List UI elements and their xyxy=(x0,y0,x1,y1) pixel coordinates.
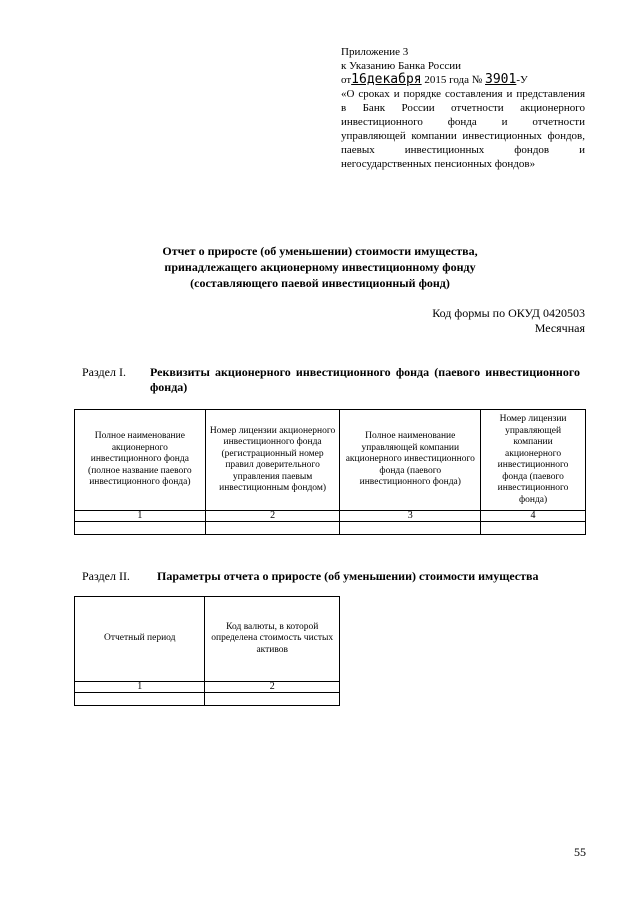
table-header-row xyxy=(75,597,340,682)
column-header: Номер лицензии управляющей компании акционерного инвестиционного фонда (паевого инвестиционного фонда) xyxy=(481,410,586,511)
column-number: 4 xyxy=(481,511,586,522)
form-periodicity: Месячная xyxy=(534,321,585,335)
empty-cell xyxy=(205,693,340,706)
column-number: 1 xyxy=(75,682,205,693)
appendix-suffix: -У xyxy=(516,74,528,86)
section1-title: Реквизиты акционерного инвестиционного фонда (паевого инвестиционного фонда) xyxy=(150,365,580,394)
empty-cell xyxy=(481,522,586,535)
appendix-from: от xyxy=(341,74,352,86)
column-number: 3 xyxy=(340,511,481,522)
section1-label: Раздел I. xyxy=(82,365,126,379)
column-number-row xyxy=(75,511,586,522)
empty-cell xyxy=(205,522,340,535)
decree-title: «О сроках и порядке составления и представления в Банк России отчетности акционерного инвестиционного фонда и отчетности управляющей компании инвестиционных фондов, паевых инвестиционных фондов и негосударственных пенсионных фондов» xyxy=(341,88,585,170)
handwritten-date: 16декабря xyxy=(351,72,422,87)
section2-title: Параметры отчета о приросте (об уменьшении) стоимости имущества xyxy=(157,569,539,583)
table-header-row xyxy=(75,410,586,511)
column-header: Отчетный период xyxy=(75,597,205,682)
report-title-line1: Отчет о приросте (об уменьшении) стоимости имущества, xyxy=(162,244,478,258)
report-title-line3: (составляющего паевой инвестиционный фонд) xyxy=(190,276,450,290)
form-code xyxy=(432,306,585,336)
report-title xyxy=(100,243,540,291)
column-header: Полное наименование управляющей компании акционерного инвестиционного фонда (паевого инвестиционного фонда) xyxy=(340,410,481,511)
appendix-block xyxy=(341,45,585,171)
column-header: Номер лицензии акционерного инвестиционного фонда (регистрационный номер правил доверительного управления паевым инвестиционным фондом) xyxy=(205,410,340,511)
empty-cell xyxy=(340,522,481,535)
section2-label: Раздел II. xyxy=(82,569,130,583)
appendix-year: 2015 года № xyxy=(424,74,483,86)
report-title-line2: принадлежащего акционерному инвестиционному фонду xyxy=(164,260,476,274)
column-number: 2 xyxy=(205,511,340,522)
column-number: 2 xyxy=(205,682,340,693)
appendix-line1: Приложение 3 xyxy=(341,46,409,58)
okud-code: Код формы по ОКУД 0420503 xyxy=(432,306,585,320)
page-number: 55 xyxy=(574,845,586,859)
column-number: 1 xyxy=(75,511,206,522)
section2-table xyxy=(74,596,340,706)
empty-cell xyxy=(75,693,205,706)
appendix-date-line xyxy=(341,73,585,87)
empty-cell xyxy=(75,522,206,535)
column-header: Код валюты, в которой определена стоимость чистых активов xyxy=(205,597,340,682)
appendix-line2: к Указанию Банка России xyxy=(341,60,461,72)
column-header: Полное наименование акционерного инвестиционного фонда (полное название паевого инвестиционного фонда) xyxy=(75,410,206,511)
table-row xyxy=(75,693,340,706)
handwritten-number: 3901 xyxy=(485,72,517,87)
section1-table xyxy=(74,409,586,535)
table-row xyxy=(75,522,586,535)
column-number-row xyxy=(75,682,340,693)
